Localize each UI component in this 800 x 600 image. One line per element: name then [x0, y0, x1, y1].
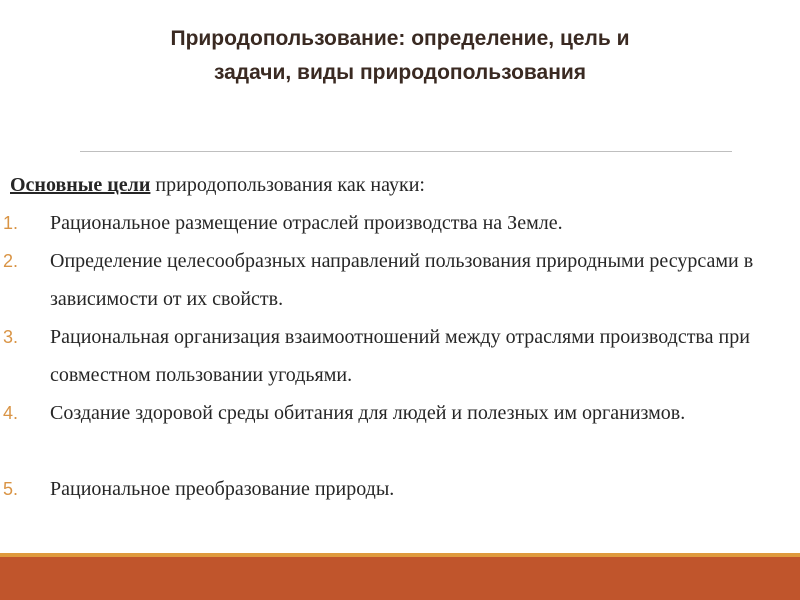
list-text: Рациональная организация взаимоотношений между отраслями производства при совместном пользовании угодьями.: [50, 326, 750, 386]
list-text: Рациональное размещение отраслей производства на Земле.: [50, 212, 563, 234]
list-number: 3.: [3, 327, 19, 347]
title-divider: [80, 151, 732, 152]
intro-bold: Основные цели: [10, 174, 151, 196]
intro-rest: природопользования как науки:: [150, 174, 425, 196]
list-text: Определение целесообразных направлений пользования природными ресурсами в зависимости от их свойств.: [50, 250, 754, 310]
list-text: Создание здоровой среды обитания для людей и полезных им организмов.: [50, 402, 686, 424]
footer-band: [0, 557, 800, 600]
list-number: 2.: [3, 251, 19, 271]
list-number: 5.: [3, 479, 19, 499]
slide-title-line-2: задачи, виды природопользования: [213, 61, 587, 84]
slide-title: [80, 22, 720, 90]
intro-line: [10, 166, 425, 204]
list-number: 1.: [3, 213, 19, 233]
list-number: 4.: [3, 403, 19, 423]
list-text: Рациональное преобразование природы.: [50, 478, 395, 500]
slide-title-line-1: Природопользование: определение, цель и: [170, 27, 630, 50]
